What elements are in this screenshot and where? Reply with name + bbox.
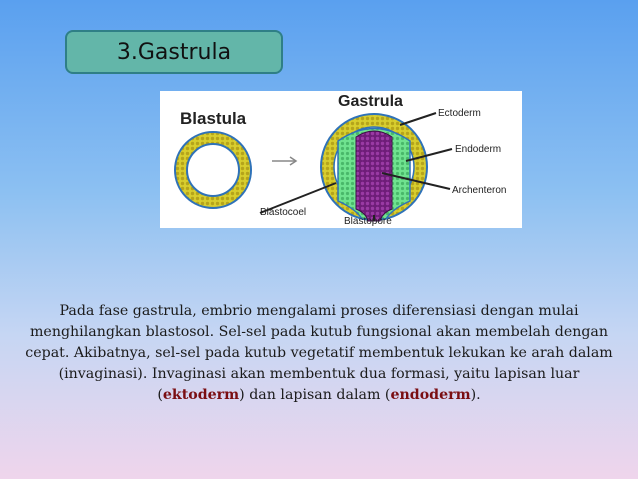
ektoderm-term: ektoderm — [162, 387, 240, 404]
blastula-label: Blastula — [180, 109, 247, 128]
paragraph-text-2: ) dan lapisan dalam ( — [239, 387, 391, 404]
endoderm-label: Endoderm — [455, 144, 502, 155]
slide-title: 3.Gastrula — [65, 30, 283, 74]
paragraph-text-1: Pada fase gastrula, embrio mengalami proses diferensiasi dengan mulai menghilangkan blastosol. Sel-sel pada kutub fungsional akan membelah dengan cepat. Akibatnya, sel-sel pada kutub vegetatif membentuk lekukan ke arah dalam (invaginasi). Invaginasi akan membentuk dua formasi, yaitu lapisan luar ( — [25, 303, 613, 404]
gastrula-diagram — [160, 91, 522, 228]
paragraph-text-3: ). — [470, 387, 481, 404]
ectoderm-pointer — [400, 113, 436, 125]
archenteron-label: Archenteron — [452, 185, 507, 196]
ectoderm-label: Ectoderm — [438, 108, 481, 119]
blastocoel-label: Blastocoel — [260, 207, 307, 218]
blastopore-label: Blastopore — [344, 216, 392, 227]
transition-arrow-icon — [272, 157, 296, 165]
blastula-illustration — [175, 132, 251, 208]
description-paragraph — [22, 301, 616, 406]
gastrula-illustration — [321, 114, 427, 221]
gastrula-label: Gastrula — [338, 93, 403, 110]
endoderm-term: endoderm — [390, 387, 471, 404]
